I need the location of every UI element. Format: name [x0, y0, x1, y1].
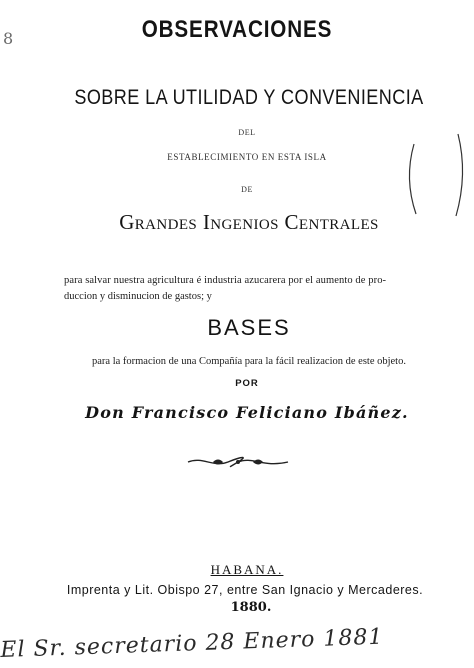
bases-heading: BASES [207, 315, 291, 340]
publication-year: 1880. [230, 600, 272, 615]
handwritten-note: El Sr. secretario 28 Enero 1881 [0, 624, 384, 663]
description-line-1: para salvar nuestra agricultura é industria azucarera por el aumento de pro- [64, 275, 387, 286]
page-title: OBSERVACIONES [141, 16, 333, 43]
margin-mark: 8 [3, 29, 14, 48]
grandes-ingenios-heading: Grandes Ingenios Centrales [119, 210, 379, 234]
description-line-2: duccion y disminucion de gastos; y [64, 291, 212, 302]
del-text: DEL [238, 128, 256, 137]
handwritten-parenthesis-mark [400, 124, 470, 224]
por-text: POR [235, 378, 259, 389]
subtitle: SOBRE LA UTILIDAD Y CONVENIENCIA [74, 86, 424, 109]
press-info: Imprenta y Lit. Obispo 27, entre San Ignacio y Mercaderes. [66, 583, 424, 597]
city-name: HABANA. [210, 562, 284, 577]
author-name: Don Francisco Feliciano Ibáñez. [85, 403, 409, 422]
ornament-divider-icon [183, 454, 293, 470]
formacion-text: para la formacion de una Compañía para la fácil realizacion de este objeto. [92, 356, 406, 367]
de-text: DE [241, 185, 253, 194]
establecimiento-text: ESTABLECIMIENTO EN ESTA ISLA [167, 152, 327, 162]
